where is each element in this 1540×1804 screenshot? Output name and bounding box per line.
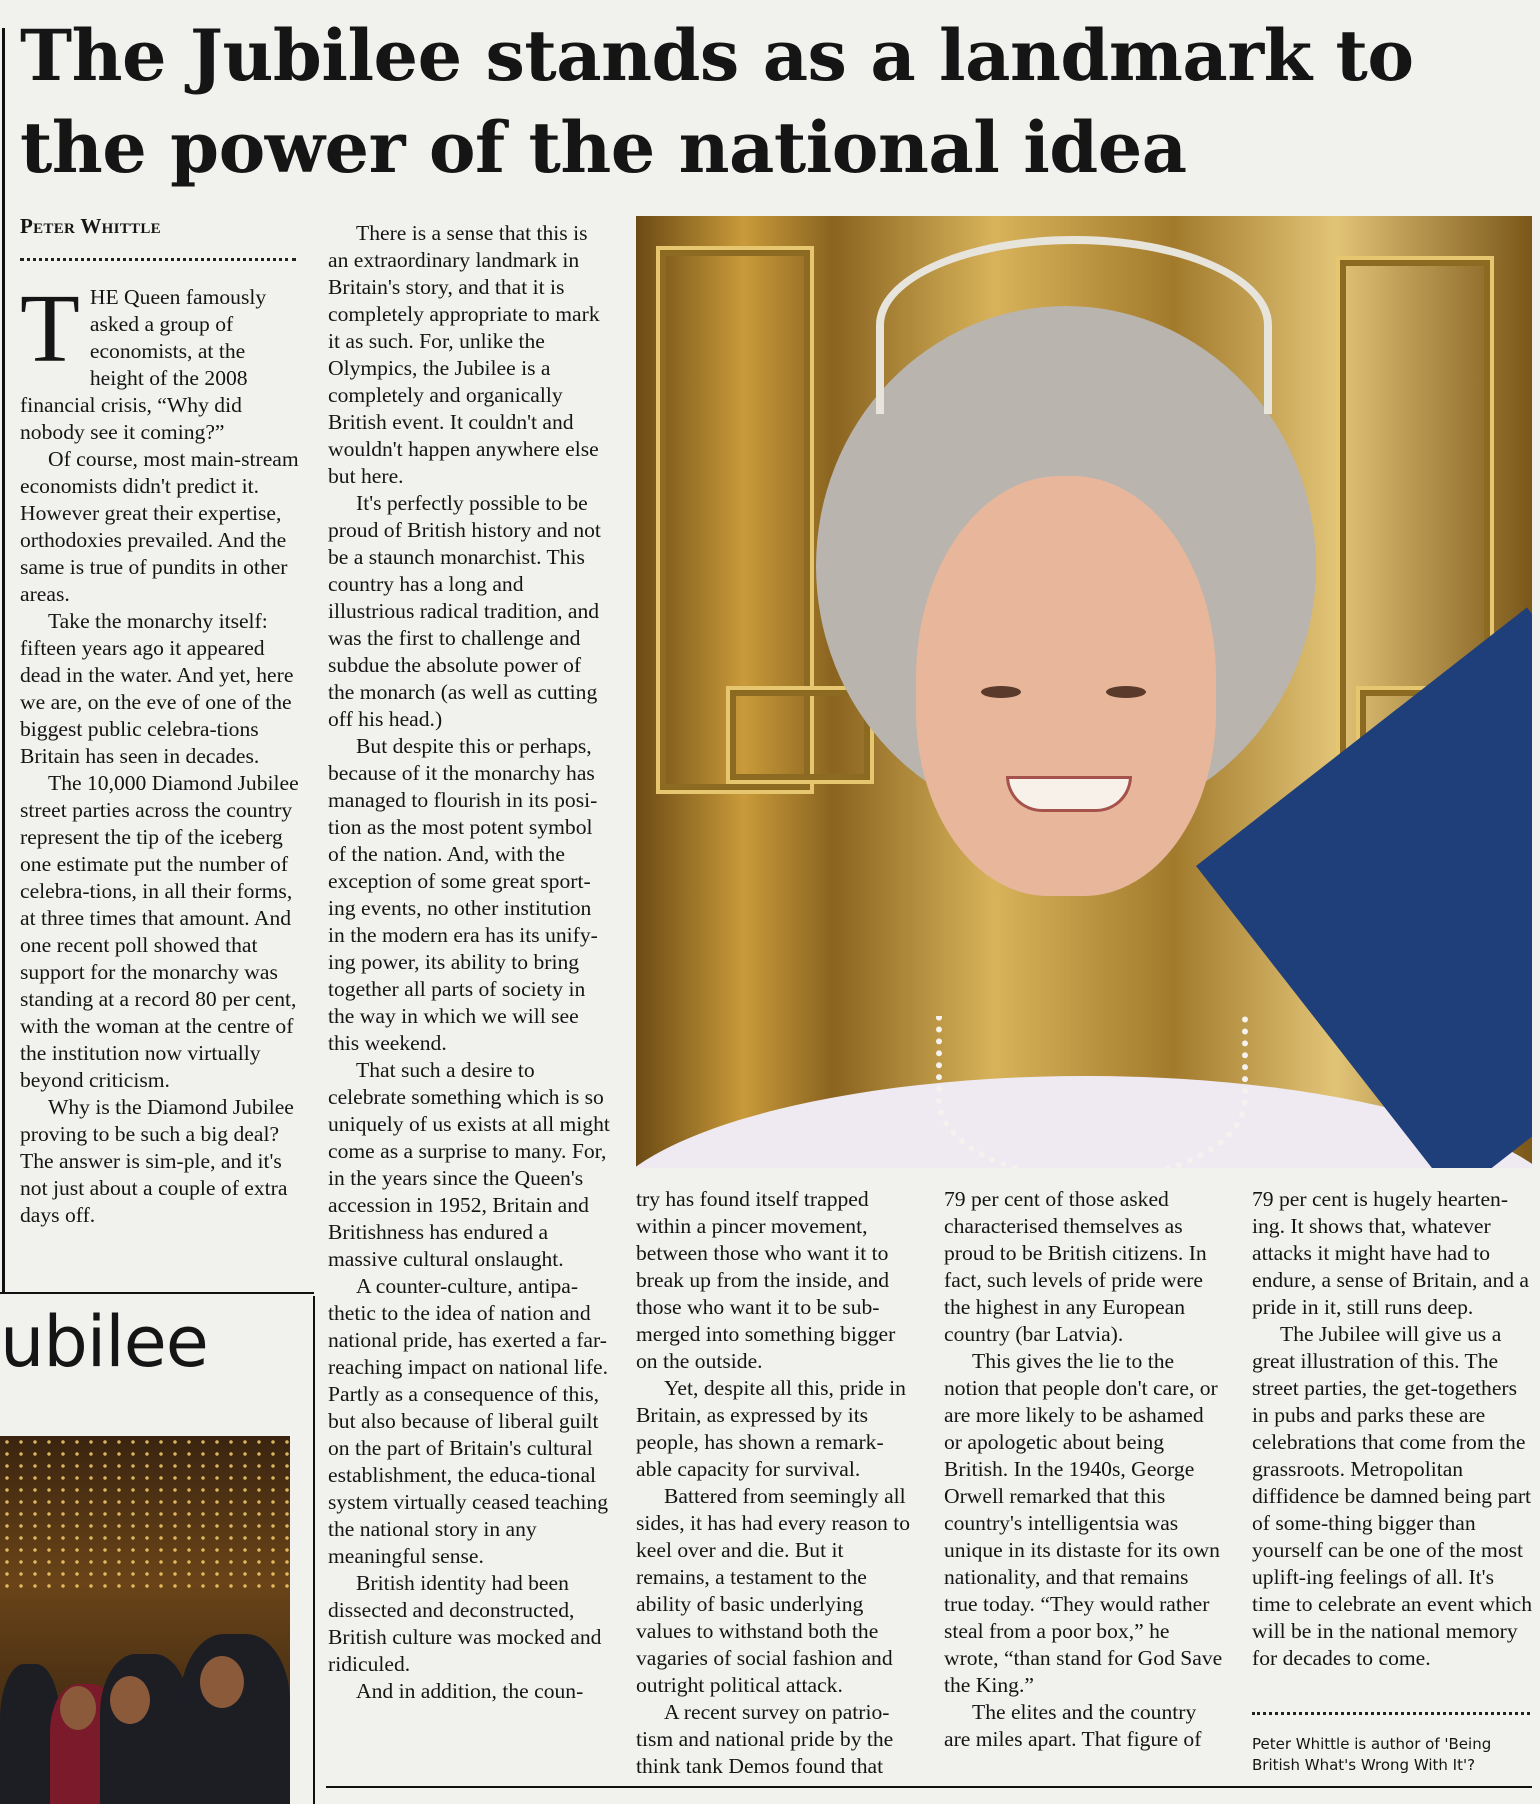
portrait-face	[916, 476, 1216, 896]
paragraph: Yet, despite all this, pride in Britain, as expressed by its people, has shown a remark-able capacity for survival.	[636, 1376, 906, 1481]
article-column-3	[636, 1186, 918, 1780]
paragraph: Why is the Diamond Jubilee proving to be such a big deal? The answer is sim-ple, and it's not just about a couple of extra days off.	[20, 1095, 294, 1227]
crowd-person	[100, 1654, 190, 1804]
paragraph-1-text: HE Queen famously asked a group of economists, at the height of the 2008 financial crisis, “Why did nobody see it coming?”	[20, 285, 267, 444]
author-note: Peter Whittle is author of 'Being British What's Wrong With It'?	[1252, 1735, 1492, 1774]
paragraph: There is a sense that this is an extraordinary landmark in Britain's story, and that it is completely appropriate to mark it as such. For, unlike the Olympics, the Jubilee is a completely and organically British event. It couldn't and wouldn't happen anywhere else but here.	[328, 221, 600, 488]
portrait-eye	[981, 686, 1021, 698]
paragraph: A recent survey on patrio-tism and national pride by the think tank Demos found that	[636, 1700, 894, 1778]
byline-dotted-rule	[20, 258, 296, 261]
crowd-head	[110, 1676, 150, 1724]
portrait-smile	[1006, 776, 1132, 812]
queen-portrait-photo	[636, 216, 1532, 1168]
string-lights	[0, 1436, 290, 1596]
paragraph: try has found itself trapped within a pincer movement, between those who want it to break up from the inside, and those who want it to be sub-merged into something bigger on the outside.	[636, 1187, 896, 1373]
paragraph: That such a desire to celebrate something which is so uniquely of us exists at all might come as a surprise to many. For, in the years since the Queen's accession in 1952, Britain and Britishness has endured a massive cultural onslaught.	[328, 1058, 610, 1271]
lower-column-rule	[313, 1296, 315, 1804]
headline: The Jubilee stands as a landmark to the power of the national idea	[20, 14, 1414, 189]
paragraph: 79 per cent is hugely hearten-ing. It shows that, whatever attacks it might have had to endure, a sense of Britain, and a pride in it, still runs deep.	[1252, 1187, 1530, 1319]
portrait-necklace	[936, 1016, 1248, 1168]
article-column-4	[944, 1186, 1226, 1753]
paragraph: And in addition, the coun-	[356, 1679, 584, 1703]
paragraph: It's perfectly possible to be proud of British history and not be a staunch monarchist. This country has a long and illustrious radical tradition, and was the first to challenge and subdue the absolute power of the monarch (as well as cutting off his head.)	[328, 491, 601, 731]
adjacent-story-headline: ubilee	[0, 1301, 208, 1383]
article-column-2	[328, 220, 610, 1705]
paragraph: The 10,000 Diamond Jubilee street parties across the country represent the tip of the iceberg one estimate put the number of celebra-tions, in all their forms, at three times that amount. And one recent poll showed that support for the monarchy was standing at a record 80 per cent, with the woman at the centre of the institution now virtually beyond criticism.	[20, 771, 299, 1092]
byline: Peter Whittle	[20, 214, 161, 238]
section-rule	[0, 1292, 314, 1294]
crowd-head	[60, 1686, 96, 1730]
paragraph: Of course, most main-stream economists didn't predict it. However great their expertise, orthodoxies prevailed. And the same is true of pundits in other areas.	[20, 447, 299, 606]
paragraph: The elites and the country are miles apart. That figure of	[944, 1700, 1202, 1751]
paragraph: But despite this or perhaps, because of it the monarchy has managed to flourish in its posi-tion as the most potent symbol of the nation. And, with the exception of some great sport-ing events, no other institution in the modern era has its unify-ing power, its ability to bring together all parts of society in the way in which we will see this weekend.	[328, 734, 598, 1055]
portrait-tiara	[876, 236, 1272, 414]
paragraph: A counter-culture, antipa-thetic to the idea of nation and national pride, has exerted a far-reaching impact on national life. Partly as a consequence of this, but also because of liberal guilt on the part of Britain's cultural establishment, the educa-tional system virtually ceased teaching the national story in any meaningful sense.	[328, 1274, 609, 1568]
paragraph: British identity had been dissected and deconstructed, British culture was mocked and ridiculed.	[328, 1571, 602, 1676]
left-column-rule	[2, 28, 5, 1294]
article-column-1	[20, 275, 304, 1229]
portrait-eye	[1106, 686, 1146, 698]
paragraph: Battered from seemingly all sides, it has had every reason to keel over and die. But it remains, a testament to the ability of basic underlying values to withstand both the vagaries of social fashion and outright political attack.	[636, 1484, 911, 1697]
drop-cap: T	[20, 275, 80, 383]
article-column-5	[1252, 1186, 1532, 1672]
crowd-head	[200, 1656, 244, 1708]
paragraph: Take the monarchy itself: fifteen years ago it appeared dead in the water. And yet, here we are, on the eve of one of the biggest public celebra-tions Britain has seen in decades.	[20, 609, 294, 768]
paragraph-1	[20, 275, 304, 446]
paragraph: The Jubilee will give us a great illustration of this. The street parties, the get-togethers in pubs and parks these are celebrations that come from the grassroots. Metropolitan diffidence be damned being part of some-thing bigger than yourself can be one of the most uplift-ing feelings of all. It's time to celebrate an event which will be in the national memory for decades to come.	[1252, 1322, 1532, 1670]
crowd-person	[180, 1634, 290, 1804]
party-crowd-photo	[0, 1436, 290, 1804]
author-note-dotted-rule	[1252, 1712, 1530, 1715]
paragraph: This gives the lie to the notion that people don't care, or are more likely to be ashamed or apologetic about being British. In the 1940s, George Orwell remarked that this country's intelligentsia was unique in its distaste for its own nationality, and that remains true today. “They would rather steal from a poor box,” he wrote, “than stand for God Save the King.”	[944, 1349, 1223, 1697]
bottom-rule	[326, 1786, 1532, 1788]
paragraph: 79 per cent of those asked characterised themselves as proud to be British citizens. In fact, such levels of pride were the highest in any European country (bar Latvia).	[944, 1187, 1207, 1346]
